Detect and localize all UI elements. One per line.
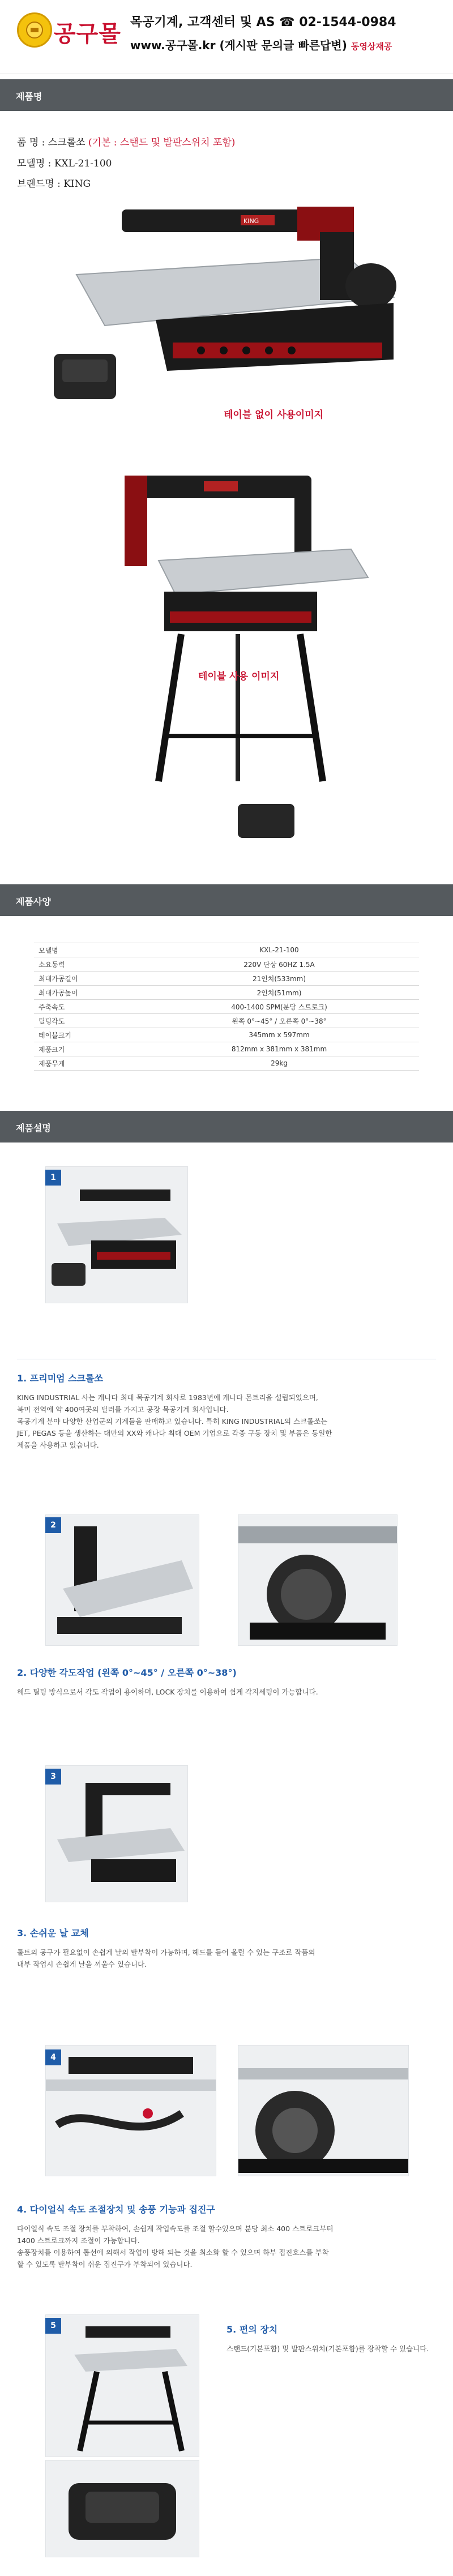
- section-bar-description: [0, 1111, 453, 1142]
- caption-with-table: 테이블 사용 이미지: [198, 671, 280, 682]
- feature-line: JET, PEGAS 등을 생산하는 대만의 XX와 캐나다 최대 OEM 기업으로 각종 구동 장치 및 부품은 동일한: [17, 1429, 332, 1437]
- shop-url[interactable]: www.공구몰.kr: [130, 38, 216, 52]
- caption-no-table: 테이블 없이 사용이미지: [224, 409, 324, 421]
- feature-line: KING INDUSTRIAL 사는 캐나다 최대 목공기계 회사로 1983년에 캐나다 몬트리올 설립되었으며,: [17, 1393, 318, 1402]
- feature-badge-3: 3: [45, 1769, 61, 1785]
- spec-row: [34, 1014, 419, 1028]
- spec-key: 최대가공길이: [34, 972, 139, 986]
- feature-image-1: [45, 1166, 188, 1303]
- feature-body-5: [226, 2343, 442, 2355]
- spec-row: [34, 943, 419, 957]
- feature-line: 헤드 틸팅 방식으로서 각도 작업이 용이하며, LOCK 장치를 이용하여 쉽게 각지세팅이 가능합니다.: [17, 1688, 318, 1696]
- feature-badge-2: 2: [45, 1517, 61, 1533]
- feature-image-2a: [45, 1514, 199, 1646]
- feature-line: 북미 전역에 약 400여곳의 딜러를 가지고 공장 목공기계 회사입니다.: [17, 1405, 229, 1414]
- feature-title-2: 2. 다양한 각도작업 (왼쪽 0°~45° / 오른쪽 0°~38°): [17, 1667, 237, 1678]
- feature-line: 스탠드(기본포함) 및 발판스위치(기본포함)를 장착할 수 있습니다.: [226, 2344, 429, 2353]
- feature-line: 송풍장치를 이용하여 톱선에 의해서 작업이 방해 되는 것을 최소화 할 수 있으며 하부 집진호스를 부착: [17, 2248, 329, 2257]
- feature-badge-5: 5: [45, 2318, 61, 2334]
- feature-body-4: [17, 2223, 436, 2270]
- model-label: 모델명 :: [17, 158, 52, 169]
- spec-key: 제품무게: [34, 1056, 139, 1071]
- feature-line: 툴트의 공구가 필요없이 손쉽게 날의 탈부착이 가능하며, 헤드를 들어 올릴 수 있는 구조로 작품의: [17, 1948, 315, 1957]
- brand-value: KING: [63, 178, 91, 190]
- section-title: 제품명: [16, 91, 42, 102]
- feature-title-4: 4. 다이얼식 속도 조절장치 및 송풍 기능과 집진구: [17, 2204, 215, 2215]
- spec-key: 최대가공높이: [34, 986, 139, 1000]
- section-bar-product: [0, 79, 453, 111]
- spec-key: 테이블크기: [34, 1028, 139, 1042]
- brand-label: 브랜드명 :: [17, 178, 61, 190]
- product-image-with-stand: [108, 464, 374, 849]
- shop-logo-text: 공구몰: [54, 21, 121, 47]
- product-image-no-stand: [54, 190, 405, 422]
- spec-value: 812mm x 381mm x 381mm: [139, 1042, 419, 1056]
- feature-image-5a: [45, 2314, 199, 2457]
- name-value: 스크롤쏘: [48, 137, 86, 148]
- feature-title-5: 5. 편의 장치: [226, 2324, 278, 2335]
- product-brand-line: [17, 176, 91, 190]
- product-model-line: [17, 155, 112, 169]
- spec-key: 모델명: [34, 943, 139, 957]
- name-label: 품 명 :: [17, 137, 45, 148]
- shop-logo-icon: [17, 12, 52, 48]
- spec-value: 21인치(533mm): [139, 972, 419, 986]
- feature-badge-1: 1: [45, 1170, 61, 1186]
- spec-row: [34, 1056, 419, 1071]
- feature-image-4a: [45, 2045, 216, 2176]
- spec-table: [34, 943, 419, 1071]
- spec-key: 제품크기: [34, 1042, 139, 1056]
- feature-line: 제품을 사용하고 있습니다.: [17, 1441, 99, 1449]
- feature-image-4b: [238, 2045, 409, 2176]
- spec-value: 2인치(51mm): [139, 986, 419, 1000]
- model-value: KXL-21-100: [54, 158, 112, 169]
- feature-body-2: [17, 1686, 436, 1698]
- feature-body-1: [17, 1392, 436, 1451]
- spec-value: 345mm x 597mm: [139, 1028, 419, 1042]
- feature-title-3: 3. 손쉬운 날 교체: [17, 1928, 89, 1939]
- video-note: 동영상재공: [351, 41, 392, 52]
- spec-row: [34, 986, 419, 1000]
- feature-title-1: 1. 프리미엄 스크롤쏘: [17, 1373, 103, 1384]
- spec-row: [34, 972, 419, 986]
- spec-key: 소요동력: [34, 957, 139, 972]
- machine-brand-label: KING: [243, 217, 259, 225]
- spec-row: [34, 1028, 419, 1042]
- product-name-line: [17, 134, 235, 148]
- feature-image-5b-footswitch: [45, 2460, 199, 2557]
- feature-line: 목공기계 분야 다양한 산업군의 기계들을 판매하고 있습니다. 특히 KING INDUSTRIAL의 스크롤쏘는: [17, 1417, 328, 1426]
- spec-value: 왼쪽 0°~45° / 오른쪽 0°~38°: [139, 1014, 419, 1028]
- spec-value: 220V 단상 60HZ 1.5A: [139, 957, 419, 972]
- feature-image-2b: [238, 1514, 398, 1646]
- section-bar-specs: [0, 884, 453, 916]
- spec-key: 틸팅각도: [34, 1014, 139, 1028]
- section-title: 제품사양: [16, 896, 51, 907]
- spec-row: [34, 1042, 419, 1056]
- feature-line: 할 수 있도록 탈부착이 쉬운 집진구가 부착되어 있습니다.: [17, 2260, 193, 2269]
- feature-body-3: [17, 1946, 436, 1970]
- contact-web-line: [130, 36, 392, 53]
- spec-key: 주축속도: [34, 1000, 139, 1014]
- feature-badge-4: 4: [45, 2049, 61, 2065]
- contact-phone-line: 목공기계, 고객센터 및 AS ☎ 02-1544-0984: [130, 15, 396, 29]
- feature-line: 1400 스트로크까지 조절이 가능합니다.: [17, 2236, 140, 2245]
- spec-row: [34, 1000, 419, 1014]
- page-header: [0, 0, 453, 74]
- spec-value: 400-1400 SPM(분당 스트로크): [139, 1000, 419, 1014]
- feature-image-3: [45, 1765, 188, 1902]
- spec-value: KXL-21-100: [139, 943, 419, 957]
- board-note: (게시판 문의글 빠른답변): [219, 38, 347, 52]
- feature-line: 내부 작업시 손쉽게 날을 끼울수 있습니다.: [17, 1960, 147, 1969]
- name-note: (기본 : 스탠드 및 발판스위치 포함): [88, 137, 236, 148]
- spec-row: [34, 957, 419, 972]
- spec-value: 29kg: [139, 1056, 419, 1071]
- section-title: 제품설명: [16, 1123, 51, 1133]
- feature-line: 다이얼식 속도 조절 장치를 부착하여, 손쉽게 작업속도를 조절 할수있으며 분당 최소 400 스트로크부터: [17, 2224, 334, 2233]
